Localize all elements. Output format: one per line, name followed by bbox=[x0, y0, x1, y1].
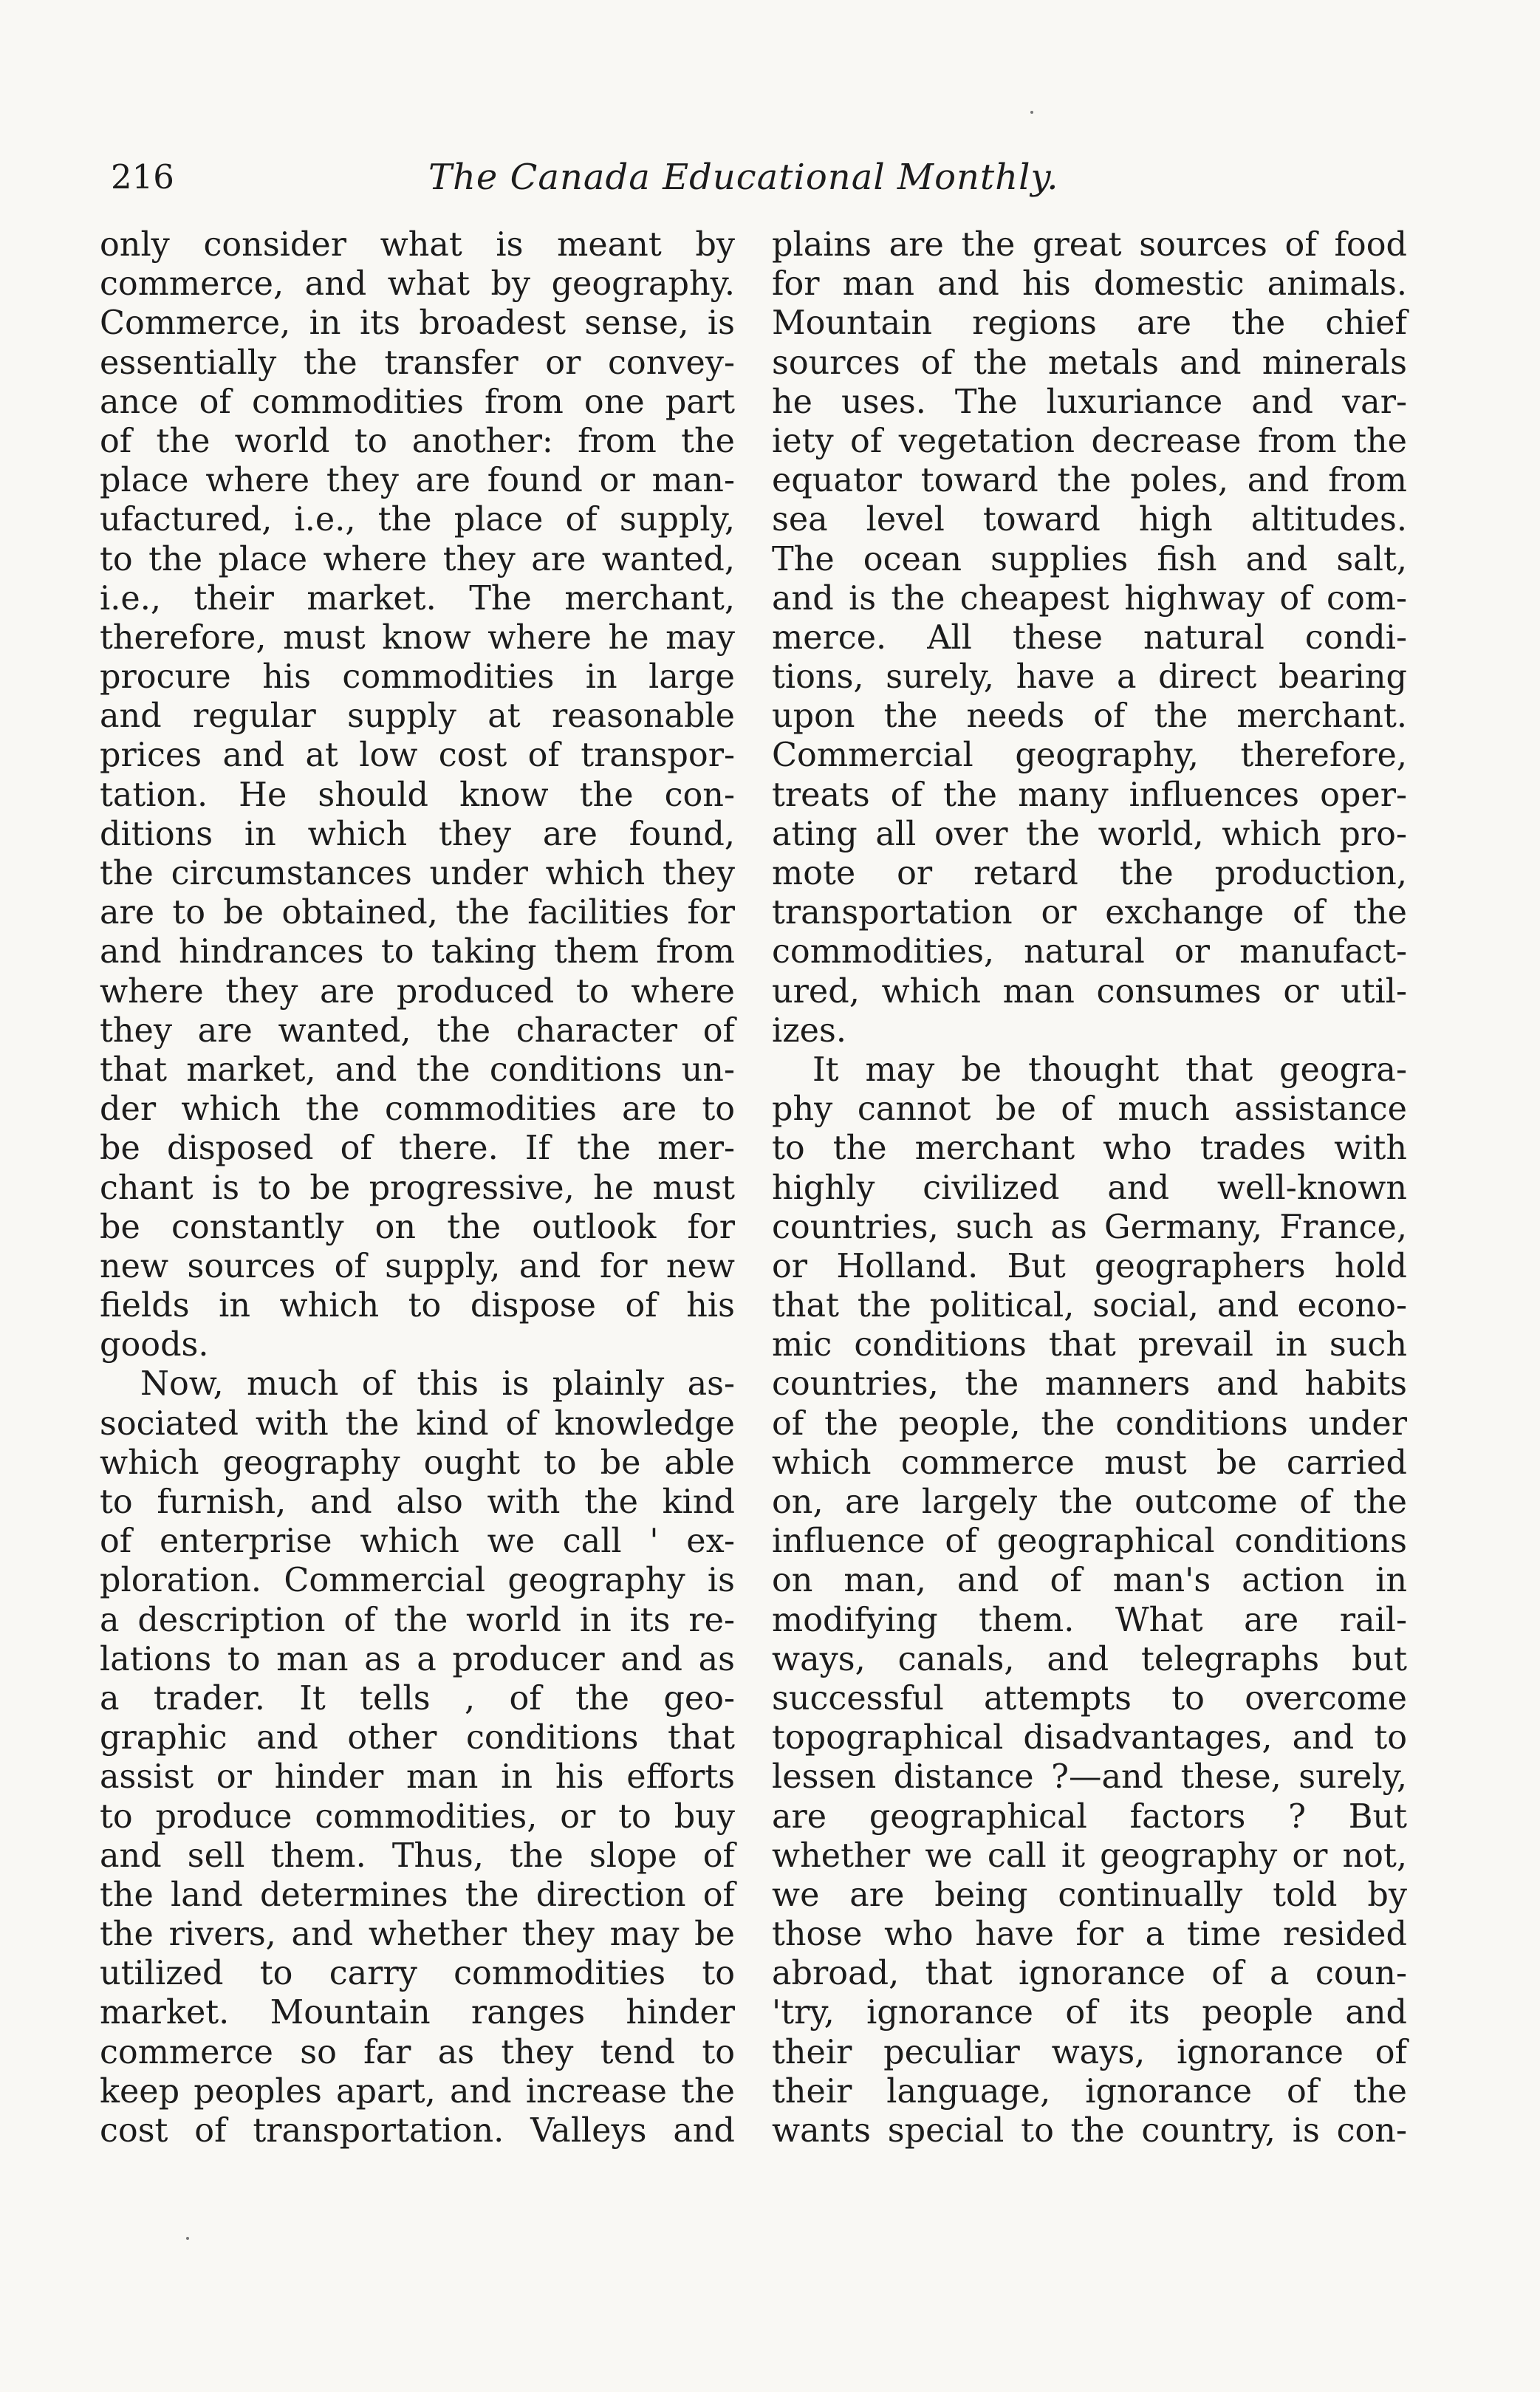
text-line: which geography ought to be able bbox=[100, 1443, 735, 1482]
text-line: of enterprise which we call ' ex- bbox=[100, 1523, 735, 1561]
text-line: tation. He should know the con- bbox=[100, 776, 735, 814]
text-line: market. Mountain ranges hinder bbox=[100, 1994, 735, 2032]
text-line: on man, and of man's action in bbox=[772, 1562, 1407, 1600]
text-line: graphic and other conditions that bbox=[100, 1719, 735, 1757]
text-line: or Holland. But geographers hold bbox=[772, 1247, 1407, 1285]
text-line: their peculiar ways, ignorance of bbox=[772, 2033, 1407, 2071]
text-line: ditions in which they are found, bbox=[100, 815, 735, 853]
text-line: he uses. The luxuriance and var- bbox=[772, 383, 1407, 421]
text-line: assist or hinder man in his efforts bbox=[100, 1758, 735, 1797]
text-line: izes. bbox=[772, 1011, 846, 1050]
text-line: ufactured, i.e., the place of supply, bbox=[100, 501, 735, 539]
text-line: the rivers, and whether they may be bbox=[100, 1916, 735, 1954]
text-line: tions, surely, have a direct bearing bbox=[772, 658, 1407, 697]
text-line: Commerce, in its broadest sense, is bbox=[100, 304, 735, 343]
text-line: countries, such as Germany, France, bbox=[772, 1208, 1407, 1246]
text-line: wants special to the country, is con- bbox=[772, 2112, 1407, 2150]
text-line: sources of the metals and minerals bbox=[772, 344, 1407, 382]
text-line: influence of geographical conditions bbox=[772, 1523, 1407, 1561]
text-line: on, are largely the outcome of the bbox=[772, 1483, 1407, 1521]
text-line: treats of the many influences oper- bbox=[772, 776, 1407, 814]
text-line: to furnish, and also with the kind bbox=[100, 1483, 735, 1521]
text-line: equator toward the poles, and from bbox=[772, 462, 1407, 500]
text-line: cost of transportation. Valleys and bbox=[100, 2112, 735, 2150]
text-line: Now, much of this is plainly as- bbox=[140, 1365, 735, 1404]
text-line: merce. All these natural condi- bbox=[772, 618, 1407, 657]
text-line: commerce, and what by geography. bbox=[100, 265, 735, 304]
text-line: prices and at low cost of transpor- bbox=[100, 737, 735, 775]
text-line: sociated with the kind of knowledge bbox=[100, 1404, 735, 1443]
text-line: keep peoples apart, and increase the bbox=[100, 2072, 735, 2111]
text-line: be constantly on the outlook for bbox=[100, 1208, 735, 1246]
text-line: commodities, natural or manufact- bbox=[772, 933, 1407, 971]
text-line: to produce commodities, or to buy bbox=[100, 1797, 735, 1836]
text-line: are to be obtained, the facilities for bbox=[100, 894, 735, 932]
text-line: goods. bbox=[100, 1326, 209, 1364]
text-line: phy cannot be of much assistance bbox=[772, 1090, 1407, 1129]
text-line: to the place where they are wanted, bbox=[100, 540, 735, 578]
text-line: essentially the transfer or convey- bbox=[100, 344, 735, 382]
text-line: a description of the world in its re- bbox=[100, 1601, 735, 1639]
text-line: we are being continually told by bbox=[772, 1876, 1407, 1914]
text-line: they are wanted, the character of bbox=[100, 1011, 735, 1050]
text-line: the land determines the direction of bbox=[100, 1876, 735, 1914]
text-line: only consider what is meant by bbox=[100, 226, 735, 264]
text-line: and sell them. Thus, the slope of bbox=[100, 1836, 735, 1875]
text-line: ance of commodities from one part bbox=[100, 383, 735, 421]
text-line: and regular supply at reasonable bbox=[100, 697, 735, 736]
text-line: mic conditions that prevail in such bbox=[772, 1326, 1407, 1364]
text-line: transportation or exchange of the bbox=[772, 894, 1407, 932]
running-head bbox=[111, 155, 1407, 199]
text-line: utilized to carry commodities to bbox=[100, 1955, 735, 1993]
text-line: ways, canals, and telegraphs but bbox=[772, 1640, 1407, 1678]
text-line: place where they are found or man- bbox=[100, 462, 735, 500]
text-line: lations to man as a producer and as bbox=[100, 1640, 735, 1678]
text-line: ating all over the world, which pro- bbox=[772, 815, 1407, 853]
text-line: der which the commodities are to bbox=[100, 1090, 735, 1129]
text-line: ured, which man consumes or util- bbox=[772, 972, 1407, 1011]
text-line: are geographical factors ? But bbox=[772, 1797, 1407, 1836]
text-line: lessen distance ?—and these, surely, bbox=[772, 1758, 1407, 1797]
text-line: that market, and the conditions un- bbox=[100, 1050, 735, 1089]
scan-speck bbox=[1030, 111, 1033, 114]
text-line: topographical disadvantages, and to bbox=[772, 1719, 1407, 1757]
scan-speck bbox=[186, 2237, 189, 2240]
text-line: to the merchant who trades with bbox=[772, 1130, 1407, 1168]
text-line: successful attempts to overcome bbox=[772, 1679, 1407, 1718]
text-line: procure his commodities in large bbox=[100, 658, 735, 697]
text-line: new sources of supply, and for new bbox=[100, 1247, 735, 1285]
text-line: that the political, social, and econo- bbox=[772, 1287, 1407, 1325]
text-line: upon the needs of the merchant. bbox=[772, 697, 1407, 736]
text-line: their language, ignorance of the bbox=[772, 2072, 1407, 2111]
text-line: therefore, must know where he may bbox=[100, 618, 735, 657]
text-line: mote or retard the production, bbox=[772, 855, 1407, 892]
text-line: 'try, ignorance of its people and bbox=[772, 1994, 1407, 2032]
text-line: countries, the manners and habits bbox=[772, 1365, 1407, 1404]
text-line: highly civilized and well-known bbox=[772, 1169, 1407, 1207]
text-line: whether we call it geography or not, bbox=[772, 1836, 1407, 1875]
left-column bbox=[100, 225, 735, 2150]
text-line: modifying them. What are rail- bbox=[772, 1601, 1407, 1639]
text-line: of the world to another: from the bbox=[100, 422, 735, 460]
text-line: abroad, that ignorance of a coun- bbox=[772, 1955, 1407, 1993]
text-line: sea level toward high altitudes. bbox=[772, 501, 1407, 539]
text-line: the circumstances under which they bbox=[100, 855, 735, 892]
right-column bbox=[772, 225, 1407, 2150]
text-line: those who have for a time resided bbox=[772, 1916, 1407, 1954]
text-line: and is the cheapest highway of com- bbox=[772, 579, 1407, 618]
text-line: iety of vegetation decrease from the bbox=[772, 422, 1407, 460]
text-line: be disposed of there. If the mer- bbox=[100, 1130, 735, 1168]
text-line: a trader. It tells , of the geo- bbox=[100, 1679, 735, 1718]
text-line: fields in which to dispose of his bbox=[100, 1287, 735, 1325]
text-line: of the people, the conditions under bbox=[772, 1404, 1407, 1443]
text-line: ploration. Commercial geography is bbox=[100, 1562, 735, 1600]
text-line: plains are the great sources of food bbox=[772, 226, 1407, 264]
text-line: commerce so far as they tend to bbox=[100, 2033, 735, 2071]
page-number: 216 bbox=[111, 157, 174, 197]
text-line: chant is to be progressive, he must bbox=[100, 1169, 735, 1207]
text-line: It may be thought that geogra- bbox=[812, 1050, 1407, 1089]
journal-title: The Canada Educational Monthly. bbox=[428, 157, 1059, 198]
text-line: and hindrances to taking them from bbox=[100, 933, 735, 971]
text-line: i.e., their market. The merchant, bbox=[100, 579, 735, 618]
text-line: Mountain regions are the chief bbox=[772, 304, 1407, 343]
text-line: where they are produced to where bbox=[100, 972, 735, 1011]
text-line: Commercial geography, therefore, bbox=[772, 737, 1407, 775]
text-line: which commerce must be carried bbox=[772, 1443, 1407, 1482]
text-line: for man and his domestic animals. bbox=[772, 265, 1407, 304]
text-line: The ocean supplies fish and salt, bbox=[772, 540, 1407, 578]
